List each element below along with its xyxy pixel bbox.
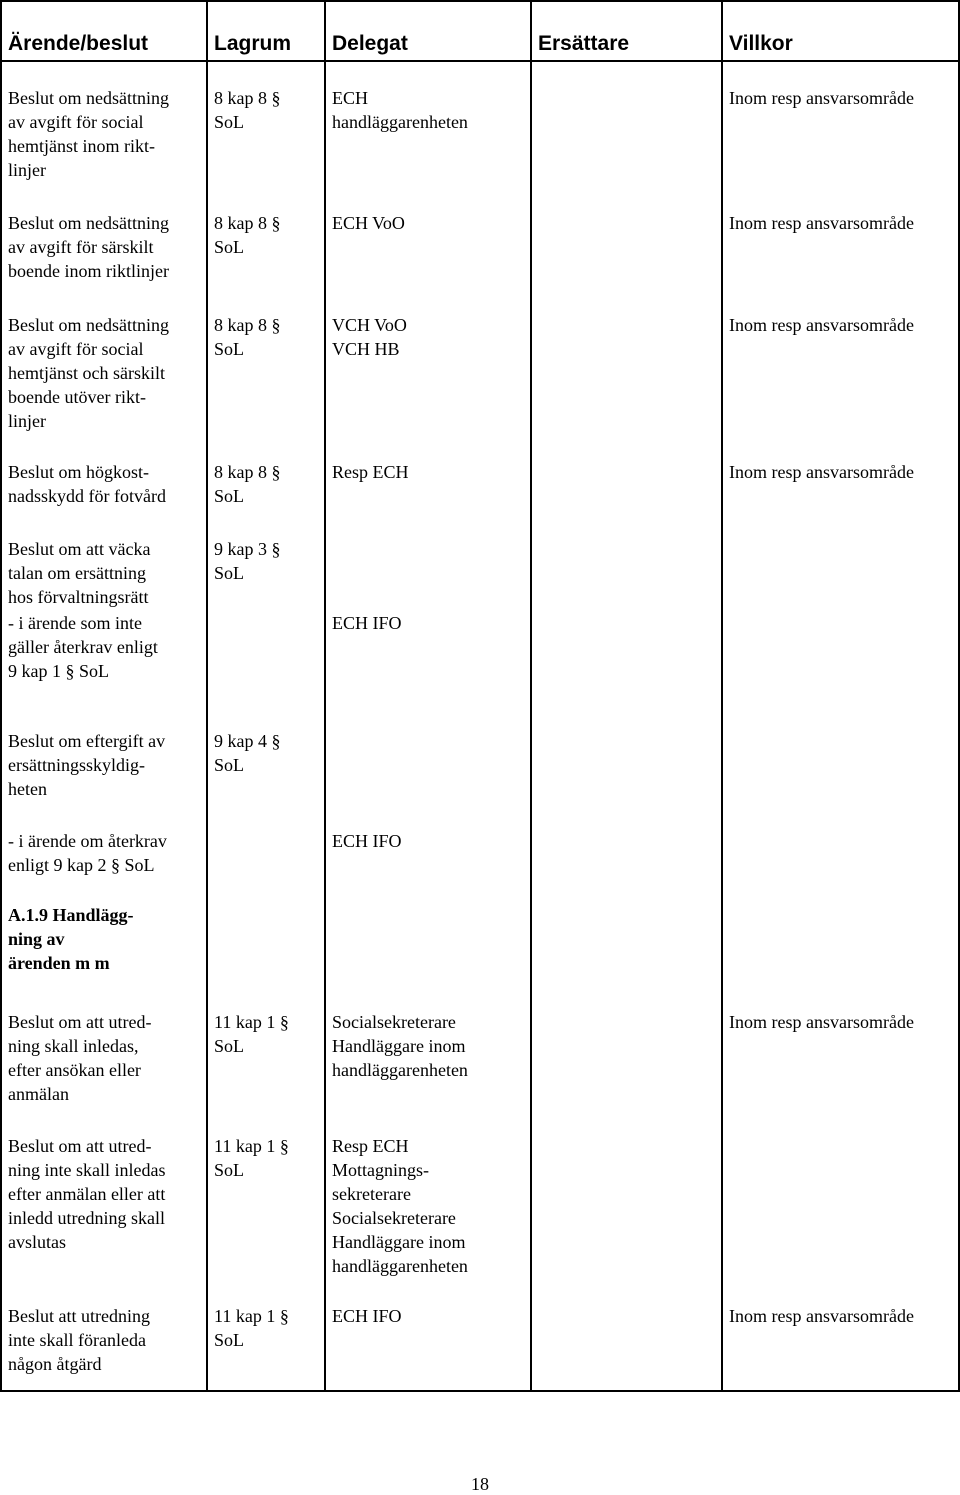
header-villkor: Villkor (722, 1, 959, 61)
cell-ersattare (531, 1131, 722, 1303)
cell-lagrum (207, 610, 325, 728)
cell-delegat: ECH IFO (325, 1303, 531, 1391)
header-lagrum: Lagrum (207, 1, 325, 61)
cell-ersattare (531, 610, 722, 728)
cell-ersattare (531, 510, 722, 610)
section-heading: A.1.9 Handlägg- ning av ärenden m m (1, 903, 207, 1007)
cell-villkor (722, 610, 959, 728)
cell-villkor: Inom resp ansvarsområde (722, 1007, 959, 1131)
table-row (1, 1303, 959, 1391)
cell-lagrum: 11 kap 1 § SoL (207, 1131, 325, 1303)
cell-ersattare (531, 1303, 722, 1391)
cell-lagrum: 8 kap 8 § SoL (207, 185, 325, 286)
cell-villkor (722, 828, 959, 903)
cell-lagrum: 8 kap 8 § SoL (207, 433, 325, 510)
table-row (1, 828, 959, 903)
page-number: 18 (471, 1474, 489, 1494)
cell-villkor (722, 1131, 959, 1303)
cell-lagrum: 9 kap 3 § SoL (207, 510, 325, 610)
table-row (1, 610, 959, 728)
cell-villkor: Inom resp ansvarsområde (722, 1303, 959, 1391)
cell-arende: Beslut om nedsättning av avgift för särskilt boende inom riktlinjer (1, 185, 207, 286)
table-row (1, 728, 959, 828)
cell-delegat: ECH IFO (325, 828, 531, 903)
cell-lagrum (207, 828, 325, 903)
table-row (1, 61, 959, 185)
cell-lagrum: 9 kap 4 § SoL (207, 728, 325, 828)
cell-ersattare (531, 828, 722, 903)
cell-arende: Beslut att utredning inte skall föranleda någon åtgärd (1, 1303, 207, 1391)
cell-delegat: Resp ECH Mottagnings- sekreterare Socialsekreterare Handläggare inom handläggarenheten (325, 1131, 531, 1303)
cell-villkor (722, 510, 959, 610)
cell-villkor: Inom resp ansvarsområde (722, 433, 959, 510)
table-row (1, 286, 959, 433)
cell-arende: Beslut om eftergift av ersättningsskyldig- heten (1, 728, 207, 828)
cell-delegat: Socialsekreterare Handläggare inom handläggarenheten (325, 1007, 531, 1131)
table-row (1, 903, 959, 1007)
cell-lagrum: 11 kap 1 § SoL (207, 1303, 325, 1391)
table-row (1, 185, 959, 286)
cell-villkor (722, 903, 959, 1007)
cell-ersattare (531, 433, 722, 510)
header-ersattare: Ersättare (531, 1, 722, 61)
table-row (1, 1007, 959, 1131)
cell-lagrum: 11 kap 1 § SoL (207, 1007, 325, 1131)
cell-delegat (325, 510, 531, 610)
cell-arende: - i ärende om återkrav enligt 9 kap 2 § SoL (1, 828, 207, 903)
table-row (1, 433, 959, 510)
header-arende: Ärende/beslut (1, 1, 207, 61)
cell-delegat: Resp ECH (325, 433, 531, 510)
cell-villkor: Inom resp ansvarsområde (722, 286, 959, 433)
cell-lagrum: 8 kap 8 § SoL (207, 286, 325, 433)
cell-arende: Beslut om nedsättning av avgift för social hemtjänst och särskilt boende utöver rikt- linjer (1, 286, 207, 433)
cell-delegat: ECH IFO (325, 610, 531, 728)
cell-arende: Beslut om att väcka talan om ersättning hos förvaltningsrätt (1, 510, 207, 610)
cell-ersattare (531, 1007, 722, 1131)
cell-ersattare (531, 185, 722, 286)
cell-arende: Beslut om nedsättning av avgift för social hemtjänst inom rikt- linjer (1, 61, 207, 185)
table-row (1, 510, 959, 610)
cell-villkor: Inom resp ansvarsområde (722, 61, 959, 185)
cell-villkor (722, 728, 959, 828)
cell-arende: Beslut om högkost- nadsskydd för fotvård (1, 433, 207, 510)
cell-arende: - i ärende som inte gäller återkrav enligt 9 kap 1 § SoL (1, 610, 207, 728)
cell-lagrum (207, 903, 325, 1007)
cell-villkor: Inom resp ansvarsområde (722, 185, 959, 286)
cell-delegat (325, 728, 531, 828)
cell-ersattare (531, 728, 722, 828)
cell-delegat: ECH handläggarenheten (325, 61, 531, 185)
cell-lagrum: 8 kap 8 § SoL (207, 61, 325, 185)
cell-delegat: ECH VoO (325, 185, 531, 286)
cell-ersattare (531, 61, 722, 185)
cell-arende: Beslut om att utred- ning skall inledas, efter ansökan eller anmälan (1, 1007, 207, 1131)
cell-delegat: VCH VoO VCH HB (325, 286, 531, 433)
cell-delegat (325, 903, 531, 1007)
cell-arende: Beslut om att utred- ning inte skall inledas efter anmälan eller att inledd utredning skall avslutas (1, 1131, 207, 1303)
cell-ersattare (531, 903, 722, 1007)
header-delegat: Delegat (325, 1, 531, 61)
table-header-row (1, 1, 959, 61)
cell-ersattare (531, 286, 722, 433)
table-row (1, 1131, 959, 1303)
